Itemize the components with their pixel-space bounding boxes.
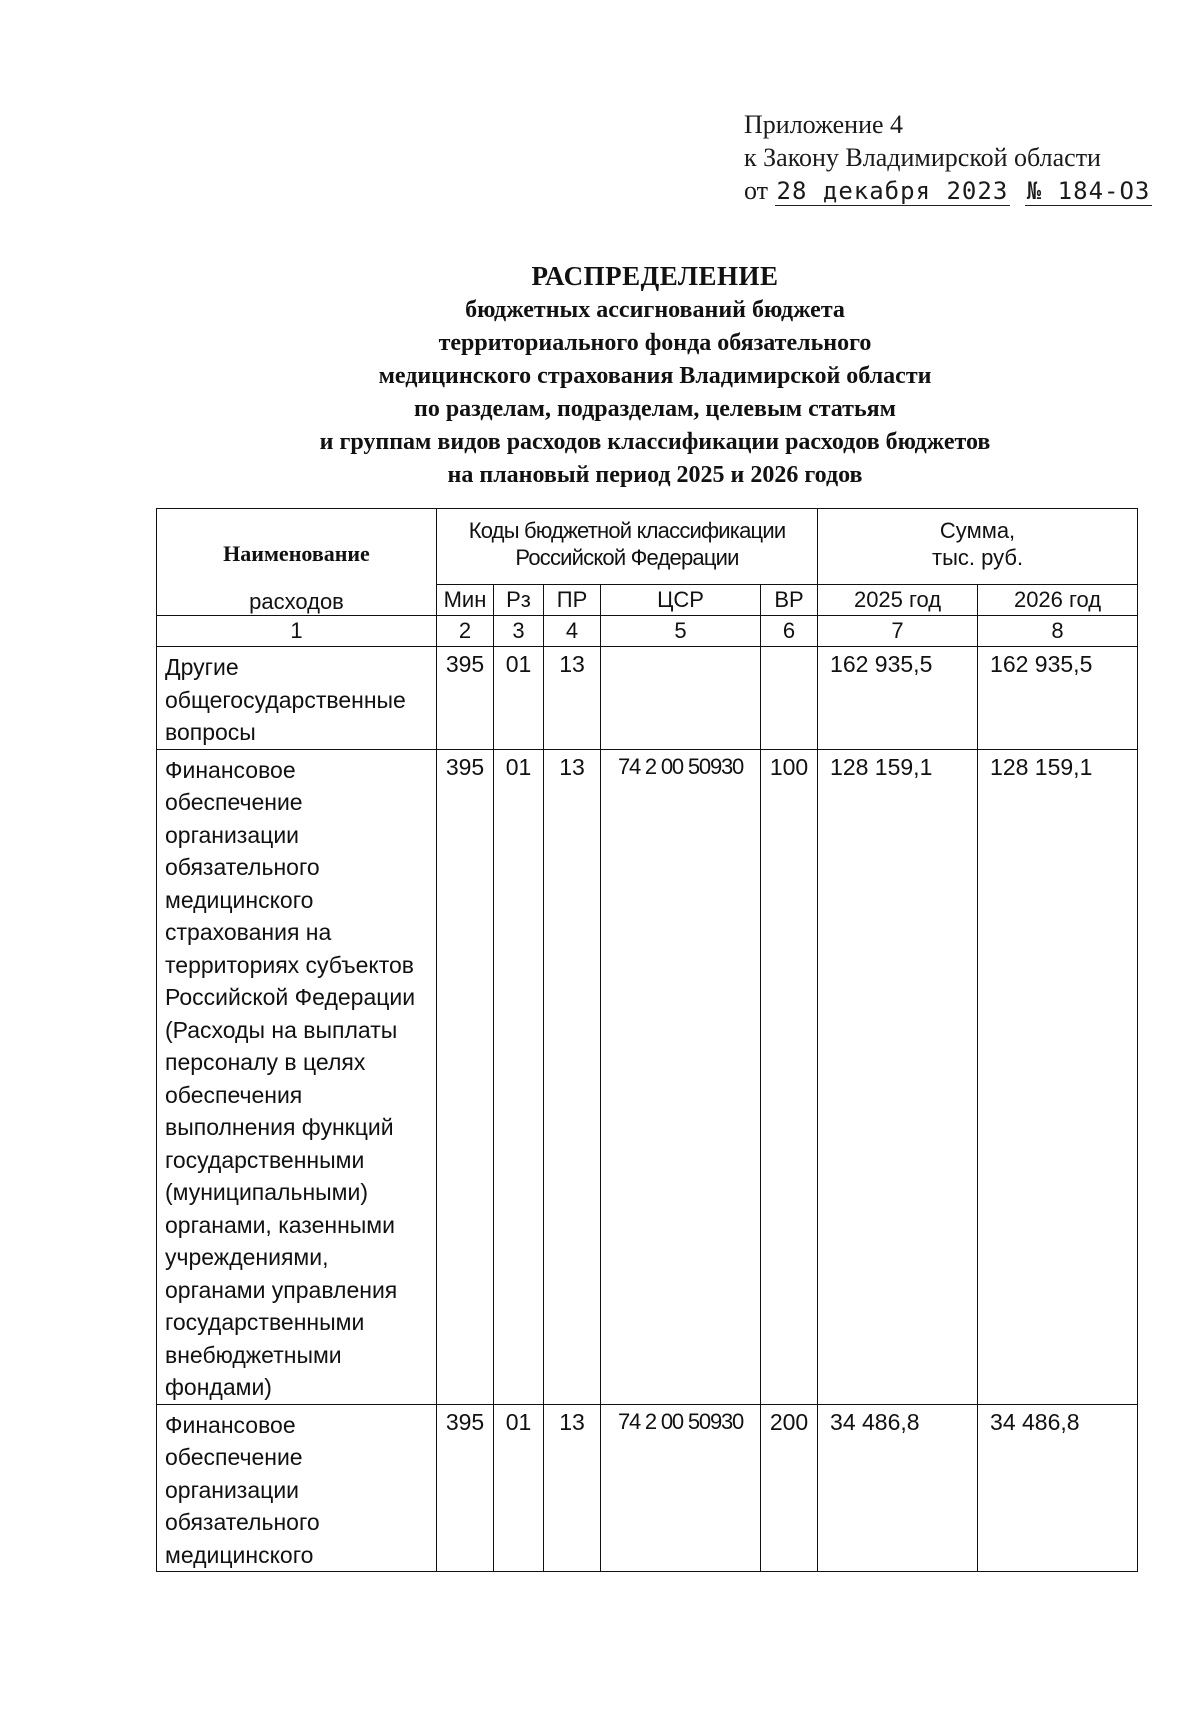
appendix-number: Приложение 4 [744,110,904,139]
row-2026: 162 935,5 [978,647,1138,750]
col-number: 1 [157,616,437,647]
header-vr: ВР [761,585,818,616]
col-number: 2 [437,616,494,647]
row-min: 395 [437,1404,494,1572]
appendix-date-line [744,174,1152,207]
header-name-cell [157,509,437,616]
col-number: 3 [494,616,544,647]
appendix-header [744,108,1152,207]
row-2026: 34 486,8 [978,1404,1138,1572]
row-pr: 13 [544,647,601,750]
header-pr: ПР [544,585,601,616]
header-name-bold: Наименование [223,541,370,566]
title-line-3: медицинского страхования Владимирской области [378,363,932,389]
row-vr [761,647,818,750]
col-number: 8 [978,616,1138,647]
row-vr: 200 [761,1404,818,1572]
header-codes-cell [437,509,818,585]
header-codes-line2: Российской Федерации [515,545,739,570]
row-csr [601,647,761,750]
header-sum-line1: Сумма, [939,518,1016,543]
row-min: 395 [437,749,494,1404]
from-label: от [744,176,769,205]
table-row [157,647,1138,750]
table-row [157,1404,1138,1572]
row-rz: 01 [494,749,544,1404]
header-2025: 2025 год [818,585,978,616]
title-line-4: по разделам, подразделам, целевым статьям [413,396,896,422]
row-pr: 13 [544,749,601,1404]
col-number: 5 [601,616,761,647]
law-number: № 184-ОЗ [1026,177,1151,205]
title-line-5: и группам видов расходов классификации расходов бюджетов [319,429,991,455]
row-rz: 01 [494,647,544,750]
header-codes-line1: Коды бюджетной классификации [468,518,786,543]
table-row [157,749,1138,1404]
row-vr: 100 [761,749,818,1404]
row-rz: 01 [494,1404,544,1572]
row-csr: 74 2 00 50930 [601,1404,761,1572]
document-title [160,258,1150,492]
law-date: 28 декабря 2023 [776,177,1009,205]
row-2025: 128 159,1 [818,749,978,1404]
row-name: Другие общегосударственные вопросы [157,647,437,750]
header-sum-cell [818,509,1138,585]
title-line-1: бюджетных ассигнований бюджета [465,297,845,323]
col-number: 7 [818,616,978,647]
col-number: 6 [761,616,818,647]
appendix-law-reference: к Закону Владимирской области [744,143,1101,172]
col-number: 4 [544,616,601,647]
header-row-numbers [157,616,1138,647]
row-csr: 74 2 00 50930 [601,749,761,1404]
budget-table [156,508,1138,1572]
row-min: 395 [437,647,494,750]
row-2025: 162 935,5 [818,647,978,750]
header-min: Мин [437,585,494,616]
title-main: РАСПРЕДЕЛЕНИЕ [531,261,779,291]
header-row-top [157,509,1138,585]
row-2025: 34 486,8 [818,1404,978,1572]
row-pr: 13 [544,1404,601,1572]
row-name: Финансовое обеспечение организации обязательного медицинского [157,1404,437,1572]
header-name-rest: расходов [249,589,344,614]
row-2026: 128 159,1 [978,749,1138,1404]
row-name: Финансовое обеспечение организации обязательного медицинского страхования на территориях субъектов Российской Федерации (Расходы на выплаты персоналу в целях обеспечения выполнения функций государственными (муниципальными) органами, казенными учреждениями, органами управления государственными внебюджетными фондами) [157,749,437,1404]
header-sum-line2: тыс. руб. [932,545,1024,570]
header-csr: ЦСР [601,585,761,616]
title-line-6: на плановый период 2025 и 2026 годов [447,462,863,488]
header-rz: Рз [494,585,544,616]
title-line-2: территориального фонда обязательного [438,330,872,356]
header-2026: 2026 год [978,585,1138,616]
